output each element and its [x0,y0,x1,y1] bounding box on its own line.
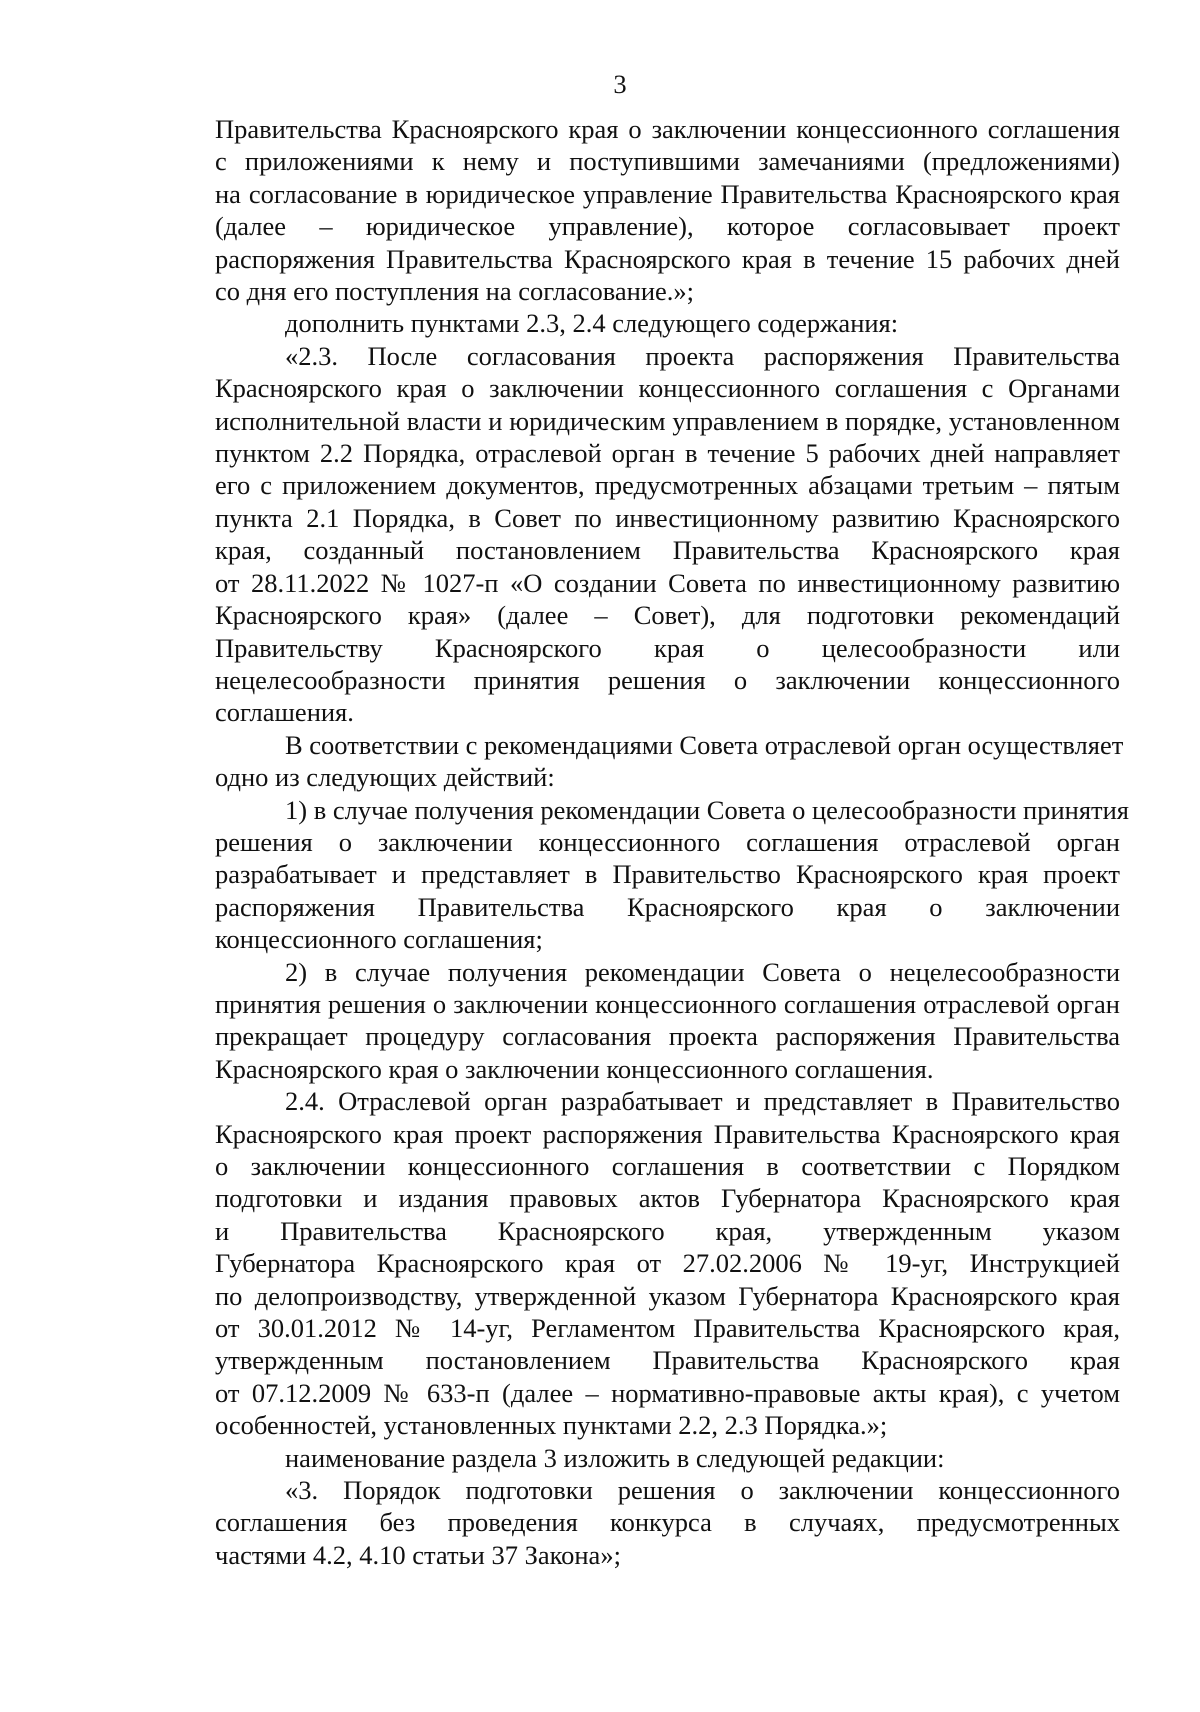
text-line: В соответствии с рекомендациями Совета отраслевой орган осуществляет [285,729,1124,760]
paragraph [145,794,1129,956]
text-line: от 07.12.2009 № 633-п (далее – нормативно-правовые акты края), с учетом [215,1377,1120,1408]
text-line: распоряжения Правительства Красноярского края в течение 15 рабочих дней [215,243,1120,274]
text-line: Красноярского края проект распоряжения Правительства Красноярского края [215,1118,1120,1149]
text-line: о заключении концессионного соглашения в соответствии с Порядком [215,1151,1120,1181]
text-line: соглашения без проведения конкурса в случаях, предусмотренных [215,1507,1120,1538]
text-line: исполнительной власти и юридическим управлением в порядке, установленном [215,405,1120,436]
paragraph [145,307,1120,339]
paragraph [145,113,1120,307]
text-line: нецелесообразности принятия решения о заключении концессионного [215,664,1120,695]
text-line: распоряжения Правительства Красноярского края о заключении [215,891,1120,922]
paragraph [145,340,1120,729]
text-line: разрабатывает и представляет в Правительство Красноярского края проект [215,859,1120,890]
paragraph [145,956,1120,1086]
text-line: решения о заключении концессионного соглашения отраслевой орган [215,826,1120,857]
text-line: пункта 2.1 Порядка, в Совет по инвестиционному развитию Красноярского [215,502,1120,533]
text-line: Красноярского края» (далее – Совет), для подготовки рекомендаций [215,600,1120,631]
text-line: и Правительства Красноярского края, утвержденным указом [215,1215,1120,1246]
text-line: с приложениями к нему и поступившими замечаниями (предложениями) [215,146,1120,177]
text-line: концессионного соглашения; [215,924,543,955]
paragraph [145,1442,1120,1474]
text-line: соглашения. [215,697,354,728]
text-line: 2) в случае получения рекомендации Совета о нецелесообразности [285,956,1120,987]
text-line: пунктом 2.2 Порядка, отраслевой орган в течение 5 рабочих дней направляет [215,438,1120,469]
text-line: края, созданный постановлением Правительства Красноярского края [215,535,1120,566]
page-number: 3 [613,69,627,99]
text-line: «3. Порядок подготовки решения о заключении концессионного [285,1475,1120,1506]
text-line: 2.4. Отраслевой орган разрабатывает и представляет в Правительство [285,1086,1120,1117]
document-body [145,113,1129,1571]
text-line: от 30.01.2012 № 14-уг, Регламентом Правительства Красноярского края, [215,1313,1120,1344]
text-line: Правительства Красноярского края о заключении концессионного соглашения [215,114,1120,144]
text-line: Правительству Красноярского края о целесообразности или [215,632,1120,663]
text-line: прекращает процедуру согласования проекта распоряжения Правительства [215,1021,1120,1052]
text-line: Красноярского края о заключении концессионного соглашения с Органами [215,373,1120,404]
text-line: наименование раздела 3 изложить в следующей редакции: [285,1442,945,1473]
text-line: его с приложением документов, предусмотренных абзацами третьим – пятым [215,470,1120,501]
text-line: особенностей, установленных пунктами 2.2, 2.3 Порядка.»; [215,1410,888,1441]
text-line: принятия решения о заключении концессионного соглашения отраслевой орган [215,988,1120,1019]
paragraph [145,1085,1120,1441]
text-line: «2.3. После согласования проекта распоряжения Правительства [285,340,1120,371]
text-line: 1) в случае получения рекомендации Совета о целесообразности принятия [285,794,1129,825]
text-line: по делопроизводству, утвержденной указом Губернатора Красноярского края [215,1280,1120,1311]
text-line: частями 4.2, 4.10 статьи 37 Закона»; [215,1539,621,1570]
text-line: Губернатора Красноярского края от 27.02.2006 № 19-уг, Инструкцией [215,1248,1120,1279]
paragraph [145,729,1124,794]
text-line: на согласование в юридическое управление Правительства Красноярского края [215,178,1120,209]
text-line: одно из следующих действий: [215,762,555,793]
text-line: (далее – юридическое управление), которое согласовывает проект [215,211,1120,242]
text-line: со дня его поступления на согласование.»; [215,276,695,307]
text-line: подготовки и издания правовых актов Губернатора Красноярского края [215,1183,1120,1214]
text-line: утвержденным постановлением Правительства Красноярского края [215,1345,1120,1376]
paragraph [145,1474,1120,1571]
text-line: от 28.11.2022 № 1027-п «О создании Совета по инвестиционному развитию [215,567,1120,598]
text-line: Красноярского края о заключении концессионного соглашения. [215,1053,934,1084]
text-line: дополнить пунктами 2.3, 2.4 следующего содержания: [285,308,899,339]
